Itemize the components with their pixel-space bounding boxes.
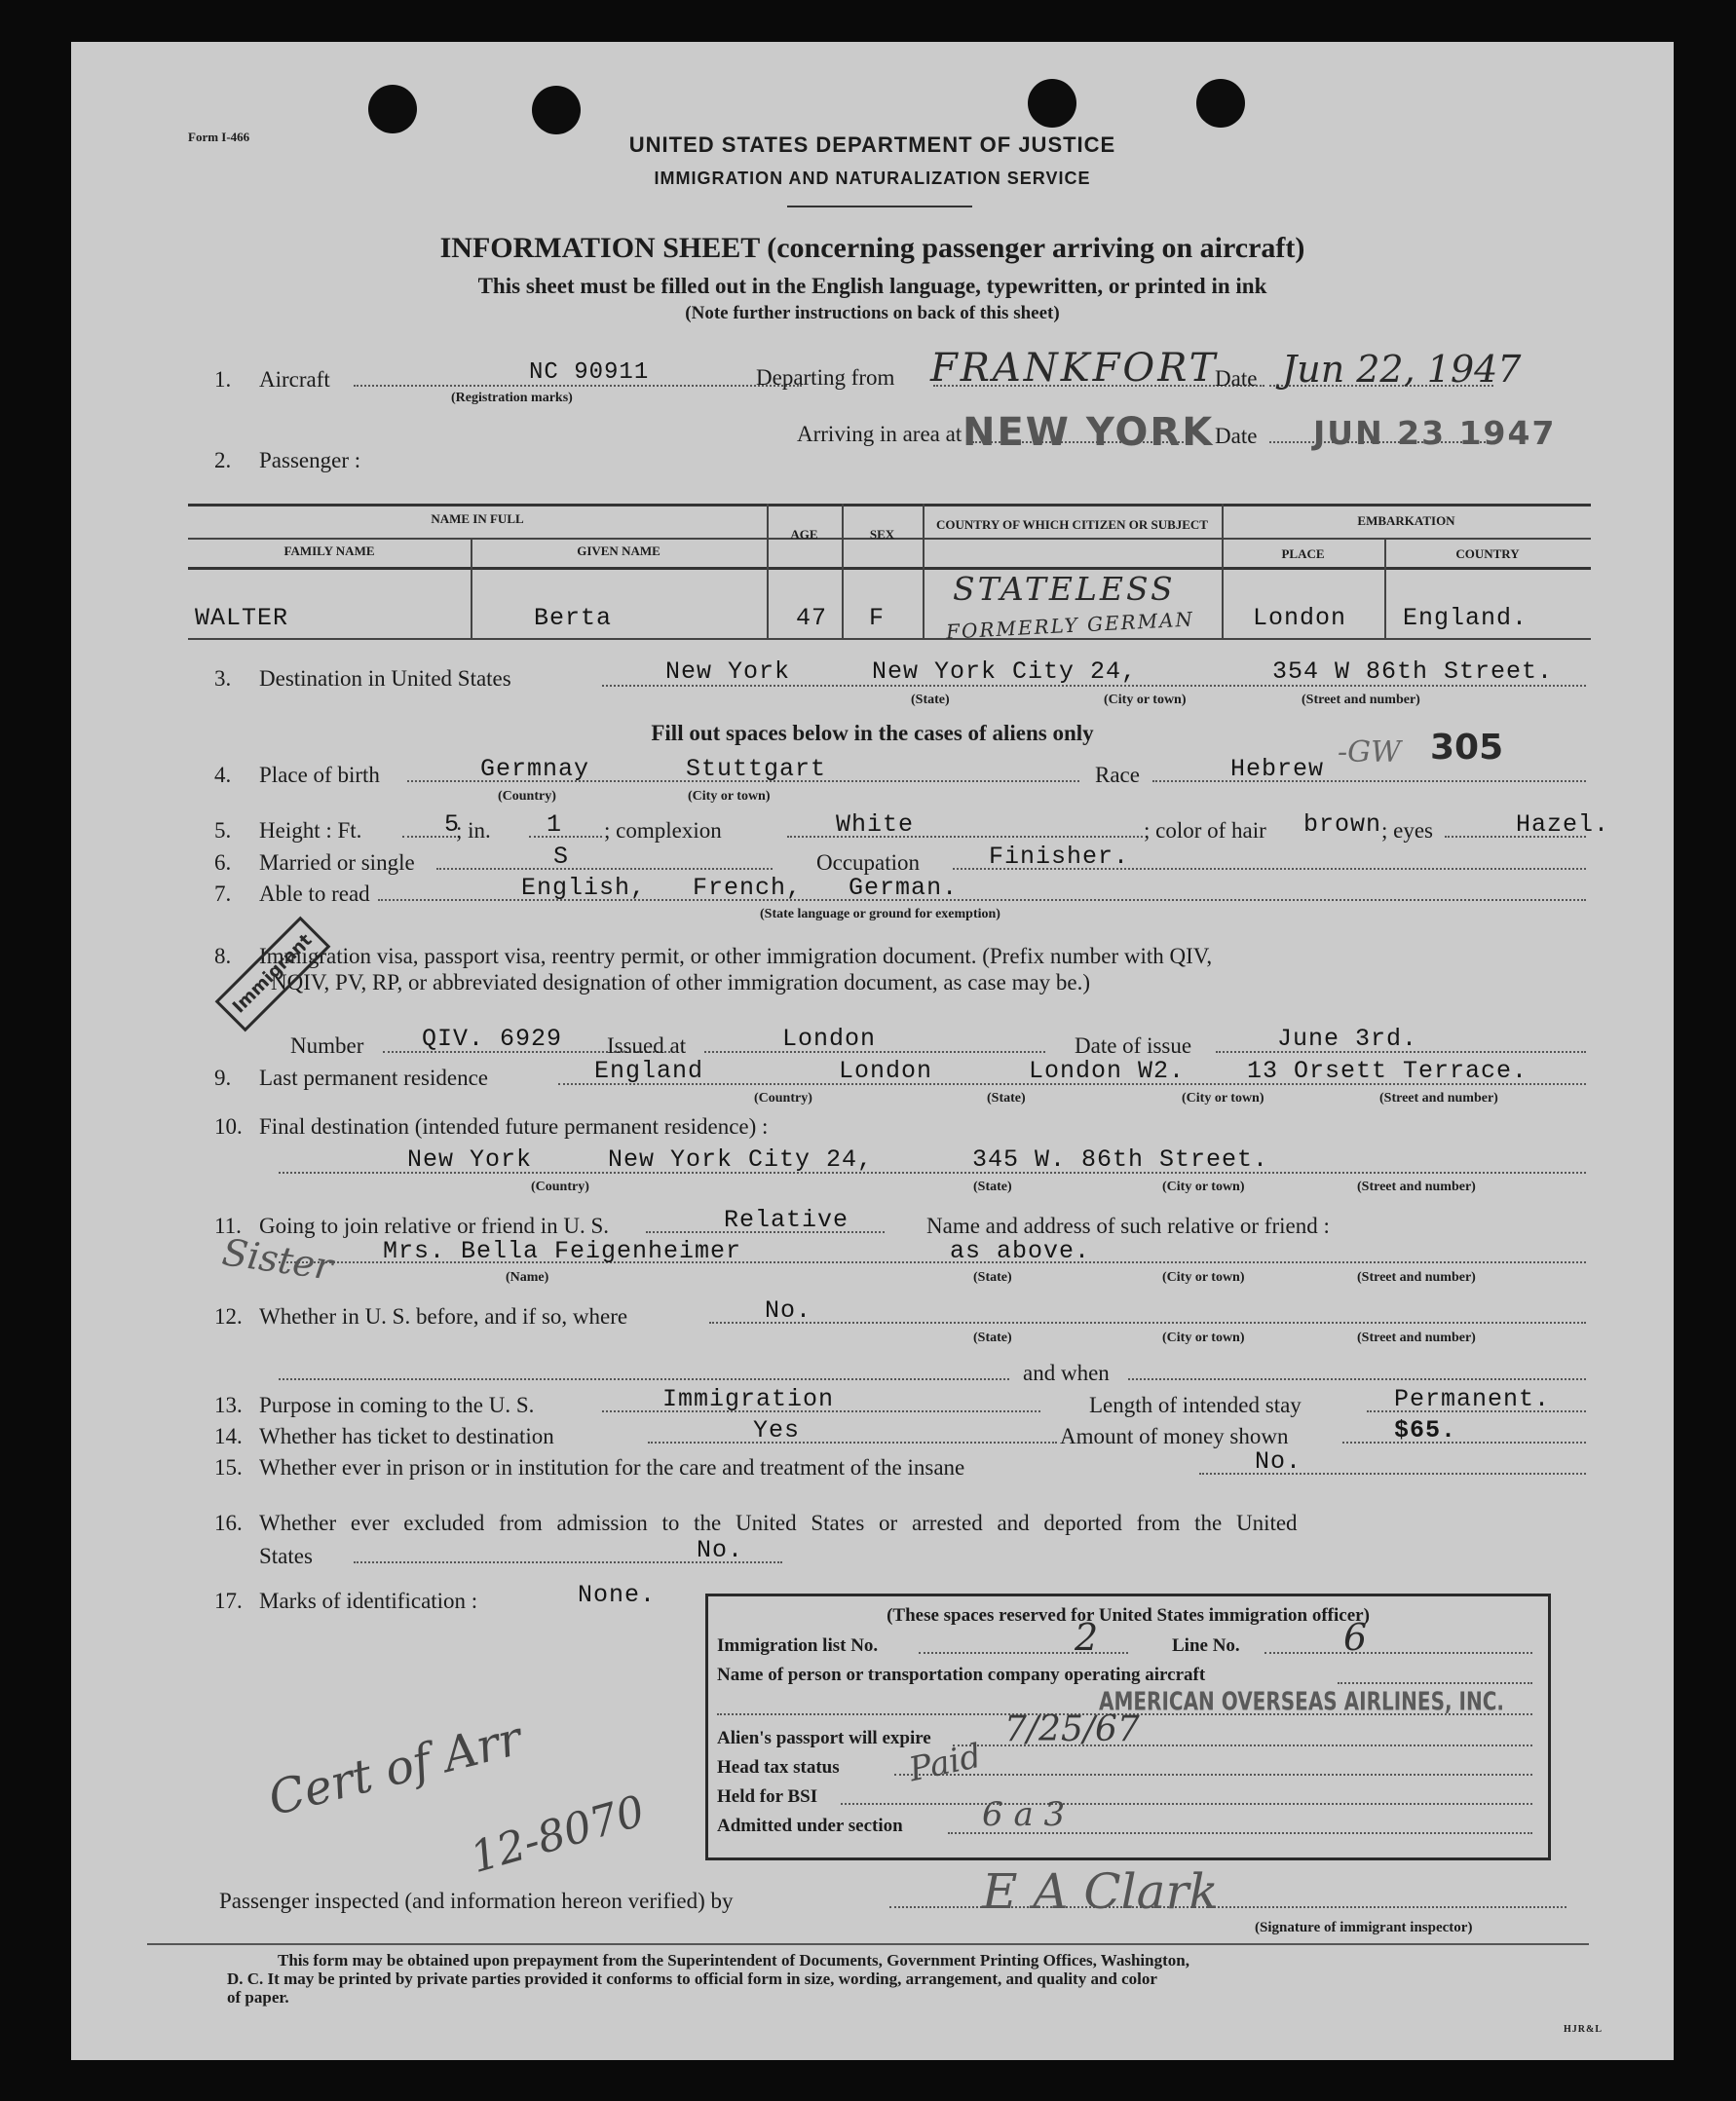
passenger-label: Passenger : <box>259 448 361 472</box>
doc-number-value: QIV. 6929 <box>422 1025 563 1053</box>
relative-address: as above. <box>950 1237 1091 1265</box>
col-age: AGE <box>790 527 818 542</box>
doc-number-label: Number <box>290 1033 364 1058</box>
issued-at-label: Issued at <box>607 1033 687 1058</box>
birth-city: Stuttgart <box>686 755 827 783</box>
sublabel-state: (State) <box>973 1270 1012 1285</box>
birth-country: Germnay <box>480 755 590 783</box>
item-number: 17. <box>214 1589 243 1613</box>
prior-visit-label: Whether in U. S. before, and if so, where <box>259 1304 628 1329</box>
footer-rule <box>147 1943 1589 1945</box>
line-no-label: Line No. <box>1172 1635 1240 1656</box>
eyes-label: ; eyes <box>1381 818 1434 843</box>
arrival-date-stamp: JUN 23 1947 <box>1313 414 1557 452</box>
aircraft-sublabel: (Registration marks) <box>451 391 573 405</box>
section-label: Admitted under section <box>717 1816 903 1836</box>
embarkation-country: England. <box>1403 604 1528 632</box>
sex-value: F <box>869 604 886 632</box>
item-number: 15. <box>214 1455 243 1480</box>
sublabel-city: (City or town) <box>688 789 771 804</box>
inspector-signature: E A Clark <box>982 1863 1219 1920</box>
birthplace-label: Place of birth <box>259 763 380 787</box>
arriving-label: Arriving in area at <box>797 422 962 446</box>
item-number: 3. <box>214 666 232 691</box>
sublabel-country: (Country) <box>531 1180 589 1194</box>
excluded-label-cont: States <box>259 1544 313 1568</box>
relative-address-label: Name and address of such relative or friend : <box>926 1214 1330 1238</box>
instruction-note: (Note further instructions on back of this sheet) <box>685 303 1060 323</box>
item-number: 16. <box>214 1511 243 1535</box>
arrival-date-label: Date <box>1215 424 1258 448</box>
department-title: UNITED STATES DEPARTMENT OF JUSTICE <box>628 132 1116 157</box>
line-no-value: 6 <box>1343 1616 1368 1659</box>
given-name-value: Berta <box>534 604 613 632</box>
sublabel-state: (State) <box>987 1091 1026 1106</box>
company-label: Name of person or transportation company operating aircraft <box>717 1665 1206 1685</box>
col-name-in-full: NAME IN FULL <box>431 511 524 526</box>
sublabel-street: (Street and number) <box>1357 1270 1476 1285</box>
item-number: 5. <box>214 818 232 843</box>
item-number: 9. <box>214 1066 232 1090</box>
issue-date-label: Date of issue <box>1075 1033 1192 1058</box>
prison-label: Whether ever in prison or in institution for the care and treatment of the insane <box>259 1455 965 1480</box>
read-label: Able to read <box>259 882 370 906</box>
sublabel-street: (Street and number) <box>1302 693 1420 707</box>
ticket-label: Whether has ticket to destination <box>259 1424 554 1448</box>
complexion-label: ; complexion <box>604 818 722 843</box>
final-destination-label: Final destination (intended future permanent residence) : <box>259 1114 769 1139</box>
item-number: 13. <box>214 1393 243 1417</box>
sublabel-city: (City or town) <box>1182 1091 1264 1106</box>
height-ft: 5 <box>444 810 461 839</box>
passport-expire-value: 7/25/67 <box>1004 1709 1140 1749</box>
final-city: 345 W. 86th Street. <box>972 1145 1269 1174</box>
aircraft-value: NC 90911 <box>529 359 650 386</box>
destination-city: New York City 24, <box>872 657 1138 686</box>
arriving-stamp: NEW YORK <box>962 410 1215 455</box>
head-tax-label: Head tax status <box>717 1757 840 1778</box>
document-text-line2: NQIV, PV, RP, or abbreviated designation of other immigration document, as case may be.) <box>271 970 1091 994</box>
item-number: 8. <box>214 944 232 968</box>
punch-hole <box>1028 79 1076 128</box>
sublabel-street: (Street and number) <box>1357 1180 1476 1194</box>
item-number: 2. <box>214 448 232 472</box>
sublabel-state: (State) <box>911 693 950 707</box>
list-no-label: Immigration list No. <box>717 1635 879 1656</box>
sublabel-city: (City or town) <box>1162 1270 1245 1285</box>
residence-country: England <box>594 1057 704 1085</box>
aircraft-label: Aircraft <box>259 367 330 392</box>
item-number: 4. <box>214 763 232 787</box>
hair-label: ; color of hair <box>1144 818 1266 843</box>
col-sex: SEX <box>869 527 895 542</box>
passport-expire-label: Alien's passport will expire <box>717 1728 931 1748</box>
date-label: Date <box>1215 366 1258 391</box>
item-number: 1. <box>214 367 232 392</box>
col-embarkation: EMBARKATION <box>1357 513 1455 528</box>
destination-state: New York <box>665 657 791 686</box>
occupation-value: Finisher. <box>989 843 1130 871</box>
margin-note-line2: 12-8070 <box>465 1785 651 1884</box>
final-country: New York <box>407 1145 533 1174</box>
residence-label: Last permanent residence <box>259 1066 488 1090</box>
col-given-name: GIVEN NAME <box>577 544 660 558</box>
col-country: COUNTRY <box>1455 546 1520 561</box>
excluded-value: No. <box>697 1536 744 1564</box>
col-family-name: FAMILY NAME <box>283 544 375 558</box>
height-label: Height : Ft. <box>259 818 362 843</box>
company-stamp: AMERICAN OVERSEAS AIRLINES, INC. <box>1099 1686 1504 1717</box>
inches-label: ; in. <box>456 818 491 843</box>
final-state: New York City 24, <box>608 1145 874 1174</box>
eyes-value: Hazel. <box>1516 810 1610 839</box>
departure-date: Jun 22, 1947 <box>1282 348 1522 391</box>
punch-hole <box>368 85 417 133</box>
col-citizenship: COUNTRY OF WHICH CITIZEN OR SUBJECT <box>936 517 1208 532</box>
excluded-label: Whether ever excluded from admission to the United States or arrested and deported from the United <box>259 1511 1298 1535</box>
and-when-label: and when <box>1023 1361 1110 1385</box>
languages-value: English, French, German. <box>521 874 959 902</box>
sublabel-country: (Country) <box>498 789 556 804</box>
residence-street: 13 Orsett Terrace. <box>1247 1057 1528 1085</box>
join-label: Going to join relative or friend in U. S. <box>259 1214 609 1238</box>
ticket-value: Yes <box>753 1416 801 1444</box>
head-tax-value: Paid <box>905 1736 985 1790</box>
signature-sublabel: (Signature of immigrant inspector) <box>1255 1920 1473 1935</box>
occupation-label: Occupation <box>816 850 921 875</box>
departing-label: Departing from <box>756 365 895 390</box>
bsi-label: Held for BSI <box>717 1786 818 1807</box>
stay-value: Permanent. <box>1394 1385 1551 1413</box>
embarkation-place: London <box>1253 604 1347 632</box>
sublabel-city: (City or town) <box>1162 1180 1245 1194</box>
footer-line3: of paper. <box>227 1988 289 2007</box>
information-sheet <box>71 42 1674 2060</box>
item-number: 6. <box>214 850 232 875</box>
sublabel-city: (City or town) <box>1104 693 1187 707</box>
stay-label: Length of intended stay <box>1089 1393 1302 1417</box>
age-value: 47 <box>796 604 828 632</box>
destination-label: Destination in United States <box>259 666 511 691</box>
aliens-heading: Fill out spaces below in the cases of aliens only <box>651 721 1094 745</box>
page-title: INFORMATION SHEET (concerning passenger arriving on aircraft) <box>439 232 1305 264</box>
header-rule <box>787 206 972 207</box>
race-label: Race <box>1095 763 1140 787</box>
prior-visit-value: No. <box>765 1296 812 1325</box>
section-value: 6 a 3 <box>982 1795 1066 1834</box>
destination-street: 354 W 86th Street. <box>1272 657 1554 686</box>
footer-line2: D. C. It may be printed by private parties provided it conforms to official form in size, wording, arrangement, and quality and color <box>227 1970 1157 1988</box>
stamp-number: 305 <box>1430 728 1504 768</box>
money-label: Amount of money shown <box>1060 1424 1289 1448</box>
item-number: 7. <box>214 882 232 906</box>
document-text-line1: Immigration visa, passport visa, reentry permit, or other immigration document. (Prefix number with QIV, <box>259 944 1213 968</box>
item-number: 12. <box>214 1304 243 1329</box>
col-place: PLACE <box>1281 546 1325 561</box>
sublabel-street: (Street and number) <box>1379 1091 1498 1106</box>
race-annotation: -GW <box>1338 735 1401 769</box>
sublabel-state: (State) <box>973 1331 1012 1345</box>
citizenship-value: STATELESS <box>953 570 1176 608</box>
issue-date-value: June 3rd. <box>1277 1025 1418 1053</box>
relation-annotation: Sister <box>219 1230 336 1289</box>
punch-hole <box>1196 79 1245 128</box>
money-value: $65. <box>1394 1416 1457 1444</box>
list-no-value: 2 <box>1075 1616 1099 1659</box>
identification-label: Marks of identification : <box>259 1589 478 1613</box>
complexion-value: White <box>836 810 915 839</box>
form-id: Form I-466 <box>188 130 250 144</box>
officer-box-title: (These spaces reserved for United States immigration officer) <box>887 1605 1370 1626</box>
hair-value: brown <box>1303 810 1382 839</box>
sublabel-name: (Name) <box>506 1270 549 1285</box>
relative-name: Mrs. Bella Feigenheimer <box>383 1237 742 1265</box>
identification-value: None. <box>578 1581 657 1609</box>
sublabel-city: (City or town) <box>1162 1331 1245 1345</box>
page-subtitle: This sheet must be filled out in the English language, typewritten, or printed in ink <box>477 274 1267 298</box>
sublabel-street: (Street and number) <box>1357 1331 1476 1345</box>
printer-mark: HJR&L <box>1564 2024 1603 2035</box>
inspected-label: Passenger inspected (and information hereon verified) by <box>219 1889 734 1913</box>
sublabel-state: (State) <box>973 1180 1012 1194</box>
citizenship-note: FORMERLY GERMAN <box>945 607 1195 644</box>
join-value: Relative <box>724 1206 849 1234</box>
item-number: 11. <box>214 1214 242 1238</box>
purpose-value: Immigration <box>662 1385 835 1413</box>
marital-label: Married or single <box>259 850 415 875</box>
sublabel-country: (Country) <box>754 1091 812 1106</box>
service-title: IMMIGRATION AND NATURALIZATION SERVICE <box>654 169 1091 188</box>
departing-value: FRANKFORT <box>930 346 1219 391</box>
family-name-value: WALTER <box>195 604 289 632</box>
item-number: 14. <box>214 1424 243 1448</box>
race-value: Hebrew <box>1230 755 1325 783</box>
prison-value: No. <box>1255 1447 1302 1476</box>
residence-city: London W2. <box>1029 1057 1186 1085</box>
footer-line1: This form may be obtained upon prepayment from the Superintendent of Documents, Government Printing Offices, Washington, <box>278 1951 1189 1970</box>
margin-note-line1: Cert of Arr <box>263 1710 527 1827</box>
residence-state: London <box>839 1057 933 1085</box>
height-in: 1 <box>547 810 563 839</box>
stamp-text: Immigrant <box>228 929 317 1018</box>
read-sublabel: (State language or ground for exemption) <box>760 907 1000 921</box>
issued-at-value: London <box>782 1025 877 1053</box>
punch-hole <box>532 86 581 134</box>
purpose-label: Purpose in coming to the U. S. <box>259 1393 535 1417</box>
marital-value: S <box>553 843 570 871</box>
item-number: 10. <box>214 1114 243 1139</box>
